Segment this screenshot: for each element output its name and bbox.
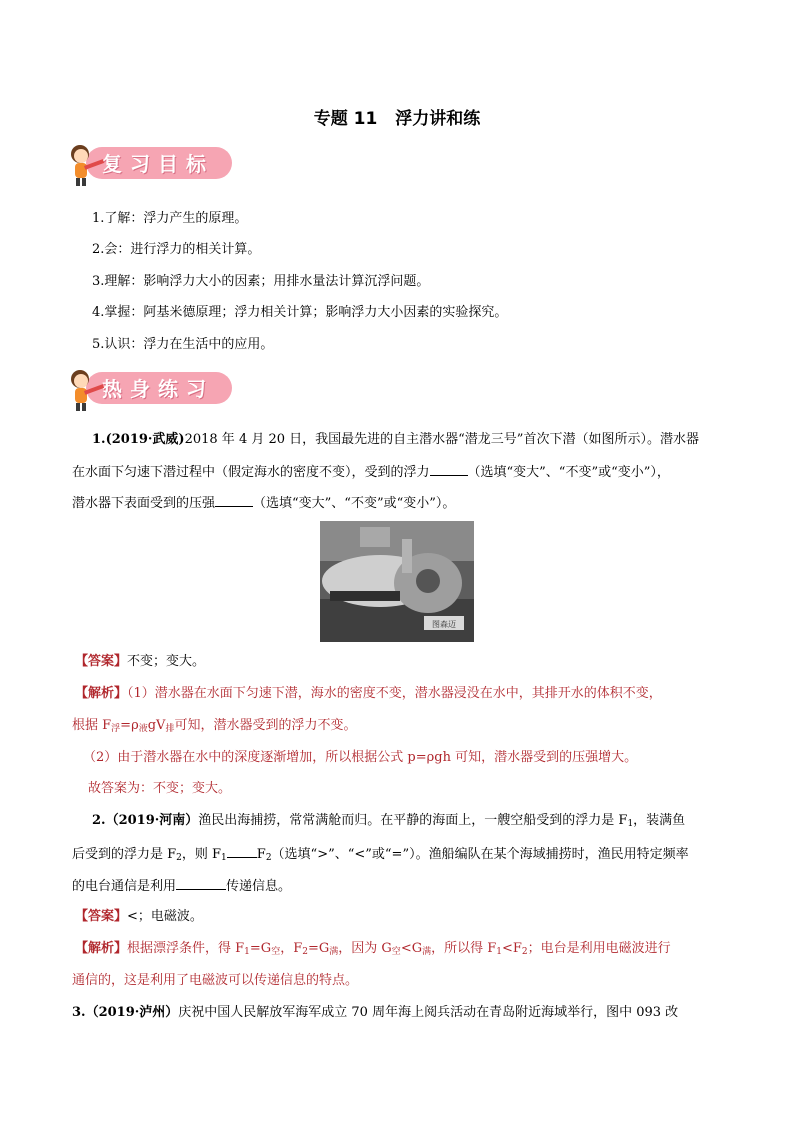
question-2-analysis-1: 【解析】根据漂浮条件，得 $F_1=G_空$，$F_2=G_满$，因为 $G_空<G_满$，所以得 $F_1<F_2$；电台是利用电磁波进行 [75,941,671,957]
question-1-analysis-3: （2）由于潜水器在水中的深度逐渐增加，所以根据公式 p=ρgh 可知，潜水器受到的压强增大。 [83,750,638,765]
question-3-line-1: 3.（2019·泸州）庆祝中国人民解放军海军成立 70 周年海上阅兵活动在青岛附近海域举行，图中 093 改 [72,1005,679,1020]
question-1-analysis-2: 根据 $F_浮=\rho_液gV_排$可知，潜水器受到的浮力不变。 [72,718,357,734]
answer-blank[interactable] [176,877,226,890]
goal-item: 5.认识：浮力在生活中的应用。 [92,337,274,352]
page-title: 专题 11 浮力讲和练 [313,109,481,129]
question-1-line-1: 1.(2019·武威)2018 年 4 月 20 日，我国最先进的自主潜水器“潜龙三号”首次下潜（如图所示）。潜水器 [92,432,699,447]
goal-item: 3.理解：影响浮力大小的因素；用排水量法计算沉浮问题。 [92,274,430,289]
submersible-photo [320,521,474,642]
goal-item: 1.了解：浮力产生的原理。 [92,211,248,226]
question-2-line-2: 后受到的浮力是 $F_2$，则 $F_1$ $F_2$（选填“>”、“<”或“=”）。渔船编队在某个海域捕捞时，渔民用特定频率 [72,847,689,863]
section-banner-review-goals: 复习目标 [66,142,234,182]
answer-blank[interactable] [430,463,468,476]
answer-blank[interactable] [215,494,253,507]
question-1-answer: 【答案】不变；变大。 [75,654,206,669]
question-1-analysis-1: 【解析】（1）潜水器在水面下匀速下潜，海水的密度不变，潜水器浸没在水中，其排开水的体积不变， [75,686,662,701]
girl-with-pencil-icon [66,142,106,188]
question-2-line-1: 2.（2019·河南）渔民出海捕捞，常常满舱而归。在平静的海面上，一艘空船受到的浮力是 $F_1$，装满鱼 [92,813,686,829]
goal-item: 4.掌握：阿基米德原理；浮力相关计算；影响浮力大小因素的实验探究。 [92,305,508,320]
question-2-line-3: 的电台通信是利用 传递信息。 [72,879,292,894]
answer-blank[interactable] [227,845,257,858]
question-1-line-3: 潜水器下表面受到的压强 （选填“变大”、“不变”或“变小”）。 [72,496,456,511]
question-1-conclusion: 故答案为：不变；变大。 [88,781,232,796]
goal-item: 2.会：进行浮力的相关计算。 [92,242,261,257]
question-2-analysis-2: 通信的，这是利用了电磁波可以传递信息的特点。 [72,973,359,988]
photo-watermark: 图森迈 [432,620,456,629]
question-1-line-2: 在水面下匀速下潜过程中（假定海水的密度不变），受到的浮力 （选填“变大”、“不变”或“变小”）， [72,465,670,480]
section-banner-warmup: 热身练习 [66,367,234,407]
question-2-answer: 【答案】<；电磁波。 [75,909,203,924]
girl-with-pencil-icon [66,367,106,413]
